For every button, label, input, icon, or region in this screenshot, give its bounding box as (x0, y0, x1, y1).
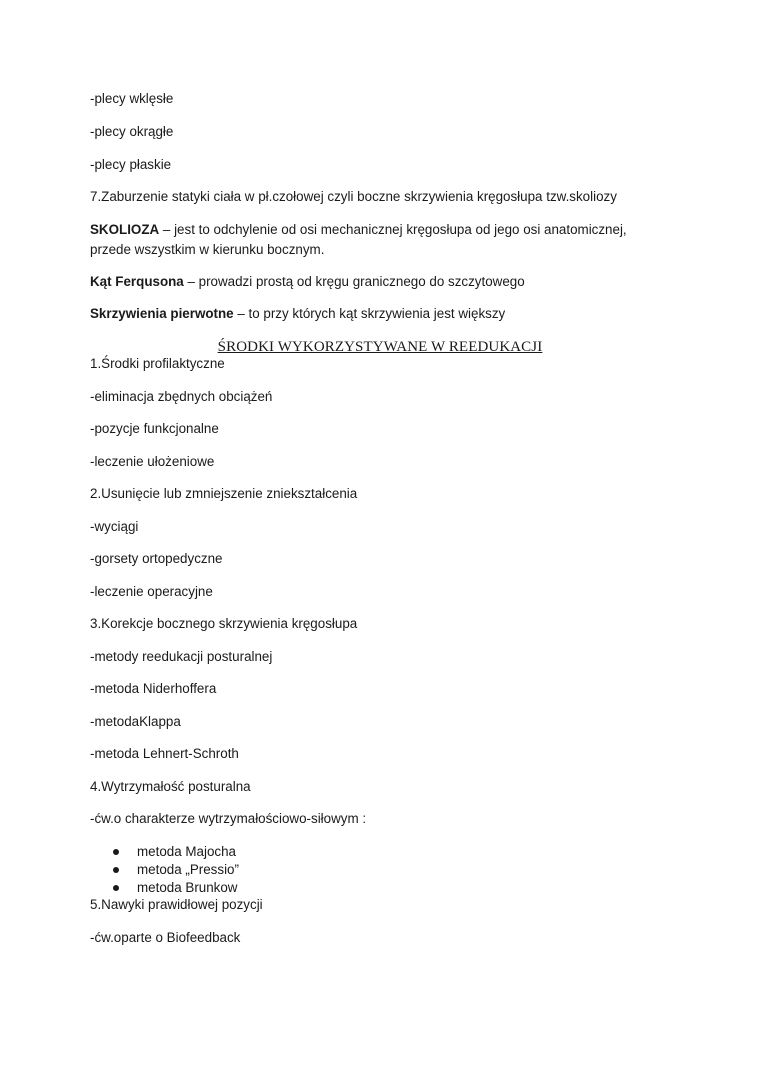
text-line: -pozycje funkcjonalne (90, 421, 219, 436)
text-line: 7.Zaburzenie statyki ciała w pł.czołowej czyli boczne skrzywienia kręgosłupa tzw.skoliozy (90, 189, 617, 204)
bullet-icon (113, 885, 119, 891)
ferqusona-description: – prowadzi prostą od kręgu granicznego do szczytowego (183, 274, 525, 289)
text-line: -ćw.o charakterze wytrzymałościowo-siłowym : (90, 811, 367, 826)
ferqusona-definition (90, 274, 525, 290)
section-heading: ŚRODKI WYKORZYSTYWANE W REEDUKACJI (217, 339, 543, 355)
text-line: -metoda Niderhoffera (90, 681, 217, 696)
text-line: -plecy okrągłe (90, 124, 174, 139)
text-line: -leczenie operacyjne (90, 584, 213, 599)
text-line: -metodaKlappa (90, 714, 181, 729)
text-line: -plecy płaskie (90, 157, 172, 172)
bullet-icon (113, 849, 119, 855)
bullet-item: metoda Brunkow (137, 880, 238, 895)
bullet-item: metoda „Pressio” (137, 862, 239, 877)
text-line: 5.Nawyki prawidłowej pozycji (90, 897, 263, 912)
bullet-icon (113, 867, 119, 873)
text-line: 3.Korekcje bocznego skrzywienia kręgosłupa (90, 616, 358, 631)
text-line: 1.Środki profilaktyczne (90, 356, 225, 371)
text-line: -leczenie ułożeniowe (90, 454, 215, 469)
text-line: -ćw.oparte o Biofeedback (90, 930, 241, 945)
pierwotne-definition (90, 306, 505, 322)
skolioza-term: SKOLIOZA (90, 222, 160, 237)
skolioza-description: – jest to odchylenie od osi mechanicznej kręgosłupa od jego osi anatomicznej, przede wszystkim w kierunku bocznym. (90, 222, 627, 257)
text-line: 4.Wytrzymałość posturalna (90, 779, 251, 794)
text-line: -eliminacja zbędnych obciążeń (90, 389, 273, 404)
text-line: -plecy wklęsłe (90, 91, 174, 106)
text-line: -metody reedukacji posturalnej (90, 649, 273, 664)
text-line: -wyciągi (90, 519, 139, 534)
text-line: -gorsety ortopedyczne (90, 551, 223, 566)
text-line: -metoda Lehnert-Schroth (90, 746, 239, 761)
text-line: 2.Usunięcie lub zmniejszenie zniekształcenia (90, 486, 358, 501)
skolioza-definition (90, 220, 650, 260)
ferqusona-term: Kąt Ferqusona (90, 274, 184, 289)
pierwotne-description: – to przy których kąt skrzywienia jest większy (233, 306, 506, 321)
pierwotne-term: Skrzywienia pierwotne (90, 306, 234, 321)
bullet-item: metoda Majocha (137, 844, 236, 859)
